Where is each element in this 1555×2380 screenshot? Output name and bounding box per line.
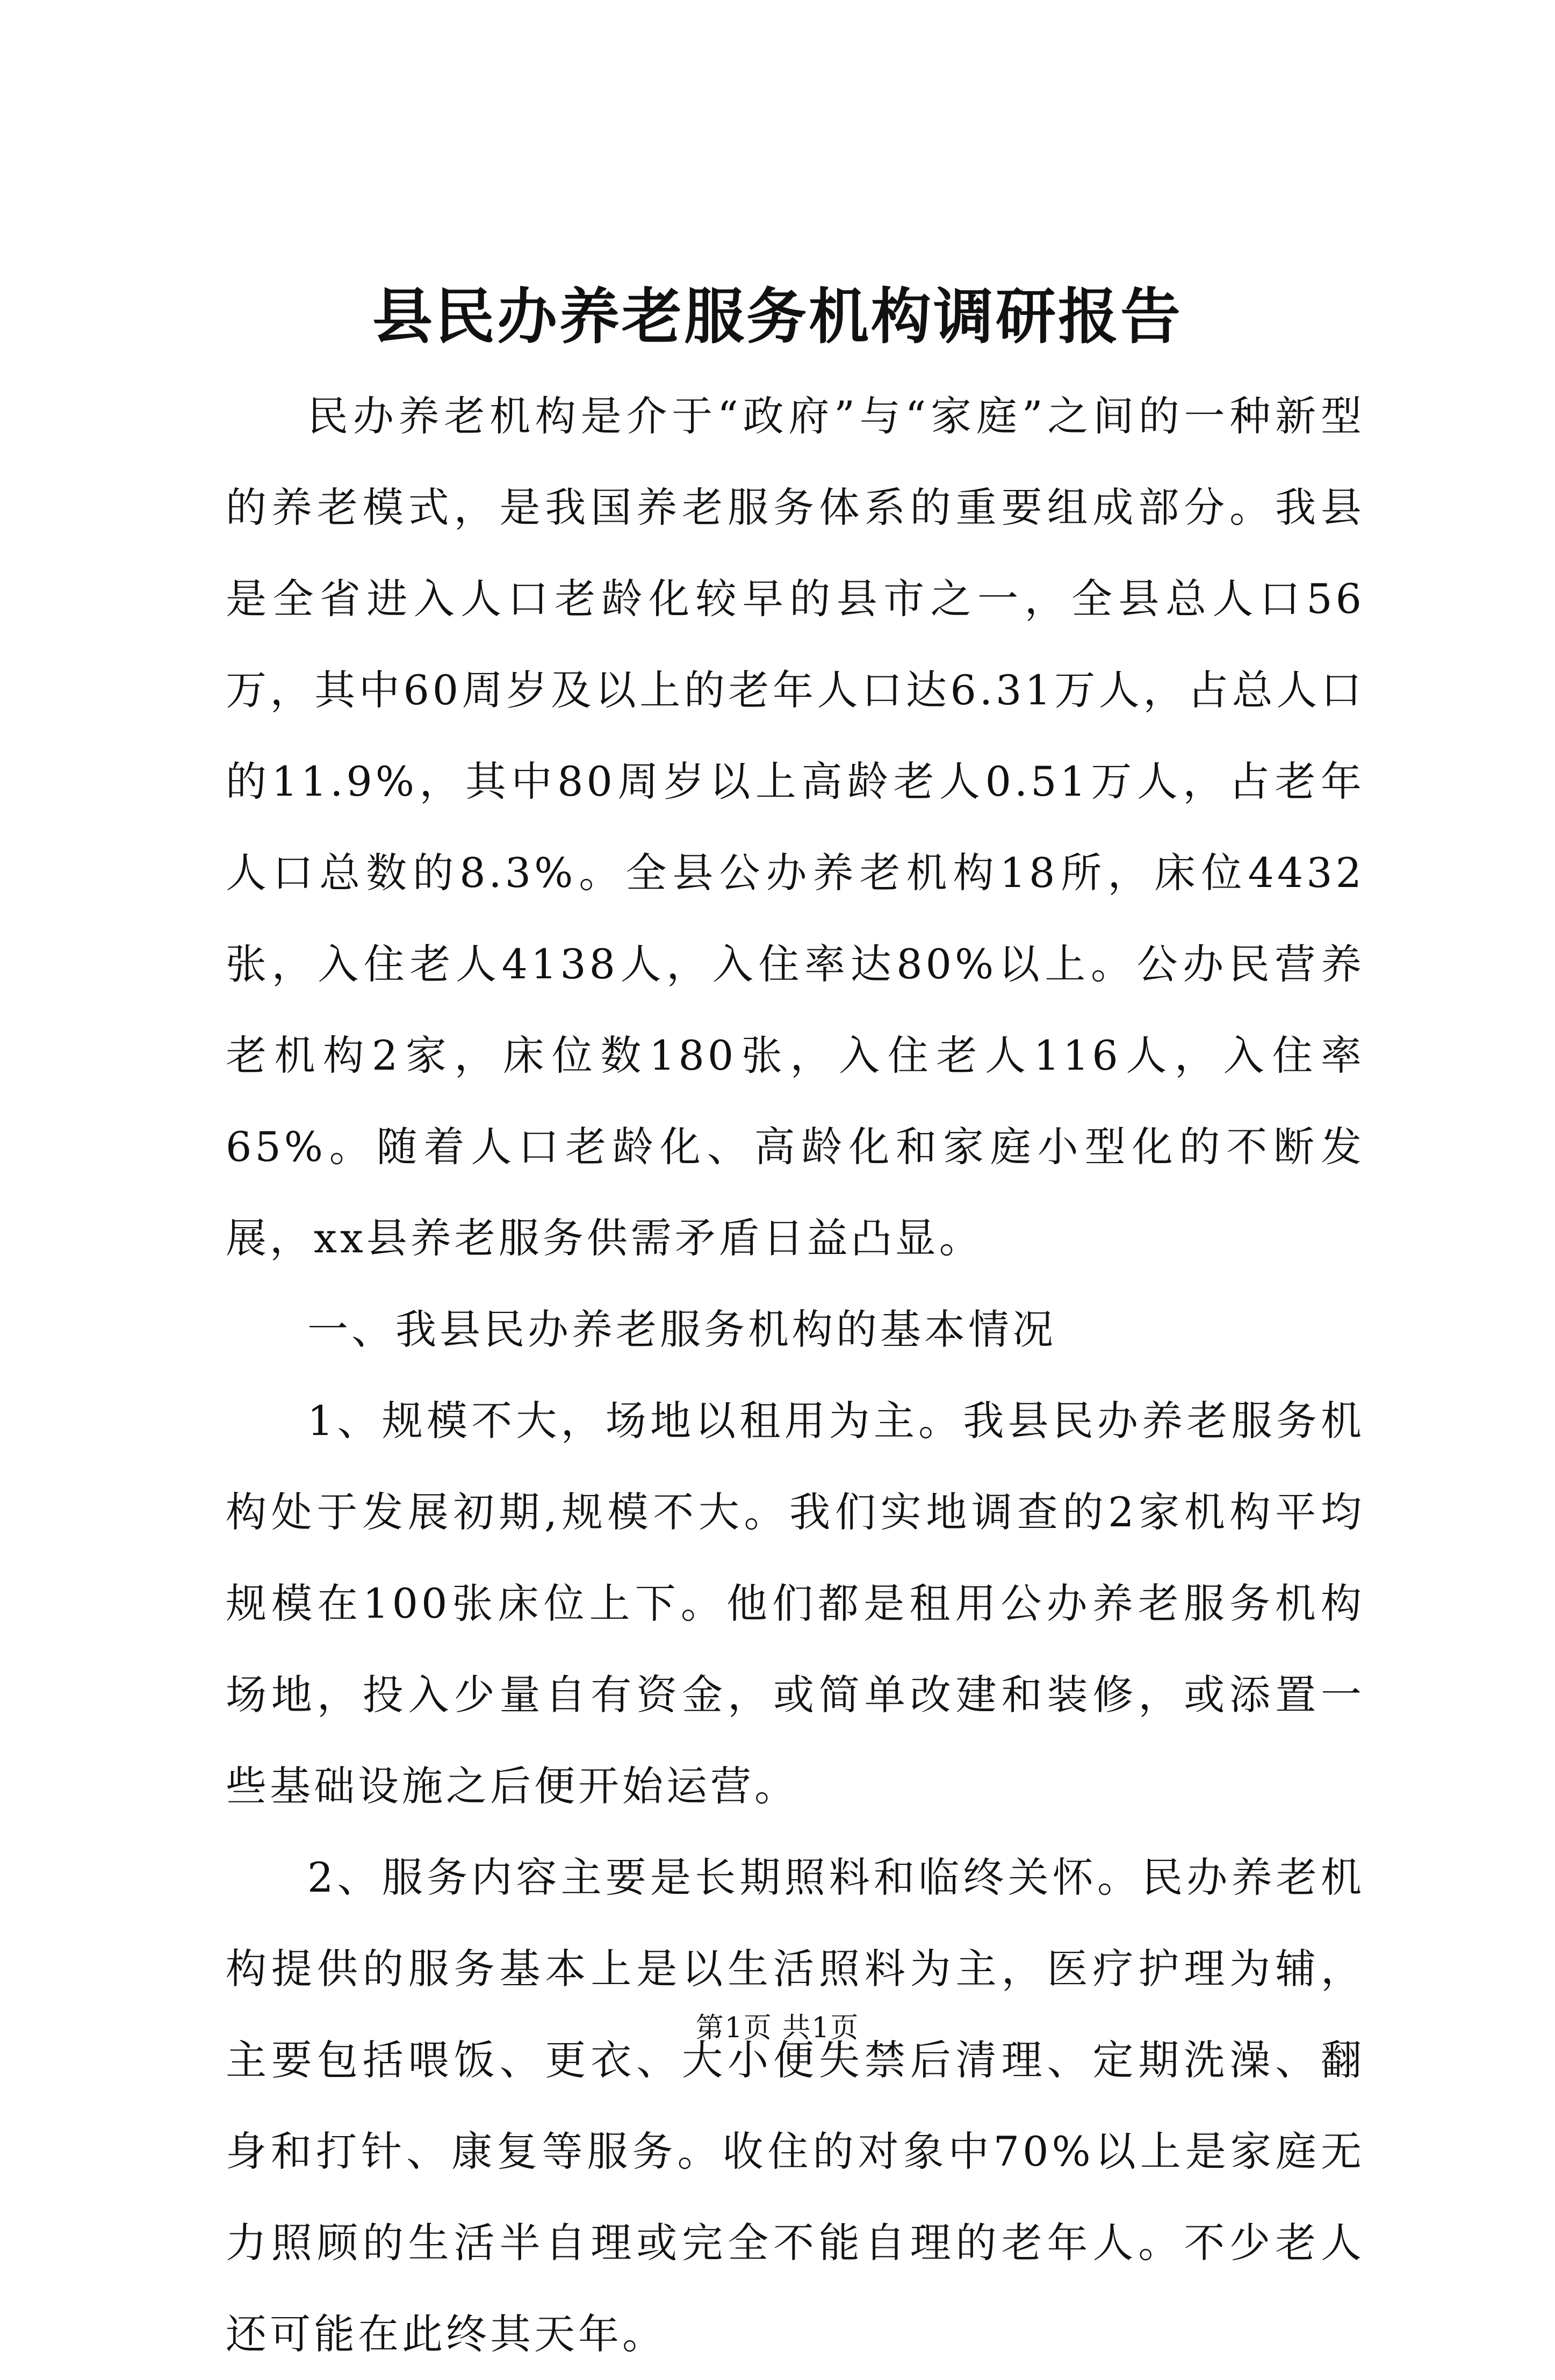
paragraph-intro: 民办养老机构是介于“政府”与“家庭”之间的一种新型的养老模式，是我国养老服务体系的重要组成部分。我县是全省进入人口老龄化较早的县市之一，全县总人口56万，其中60周岁及以上的老年人口达6.31万人，占总人口的11.9%，其中80周岁以上高龄老人0.51万人，占老年人口总数的8.3%。全县公办养老机构18所，床位4432张，入住老人4138人，入住率达80%以上。公办民营养老机构2家，床位数180张，入住老人116人，入住率65%。随着人口老龄化、高龄化和家庭小型化的不断发展，xx县养老服务供需矛盾日益凸显。 [226, 392, 1365, 1262]
section-heading-basic-situation: 一、我县民办养老服务机构的基本情况 [307, 1306, 1056, 1353]
document-title: 县民办养老服务机构调研报告 [372, 282, 1183, 352]
paragraph-services: 2、服务内容主要是长期照料和临终关怀。民办养老机构提供的服务基本上是以生活照料为主，医疗护理为辅，主要包括喂饭、更衣、大小便失禁后清理、定期洗澡、翻身和打针、康复等服务。收住的对象中70%以上是家庭无力照顾的生活半自理或完全不能自理的老年人。不少老人还可能在此终其天年。 [226, 1853, 1365, 2358]
page-footer: 第1页 共1页 [695, 2012, 860, 2044]
paragraph-scale: 1、规模不大，场地以租用为主。我县民办养老服务机构处于发展初期,规模不大。我们实地调查的2家机构平均规模在100张床位上下。他们都是租用公办养老服务机构场地，投入少量自有资金，或简单改建和装修，或添置一些基础设施之后便开始运营。 [226, 1397, 1365, 1810]
document-body [226, 371, 1365, 2380]
